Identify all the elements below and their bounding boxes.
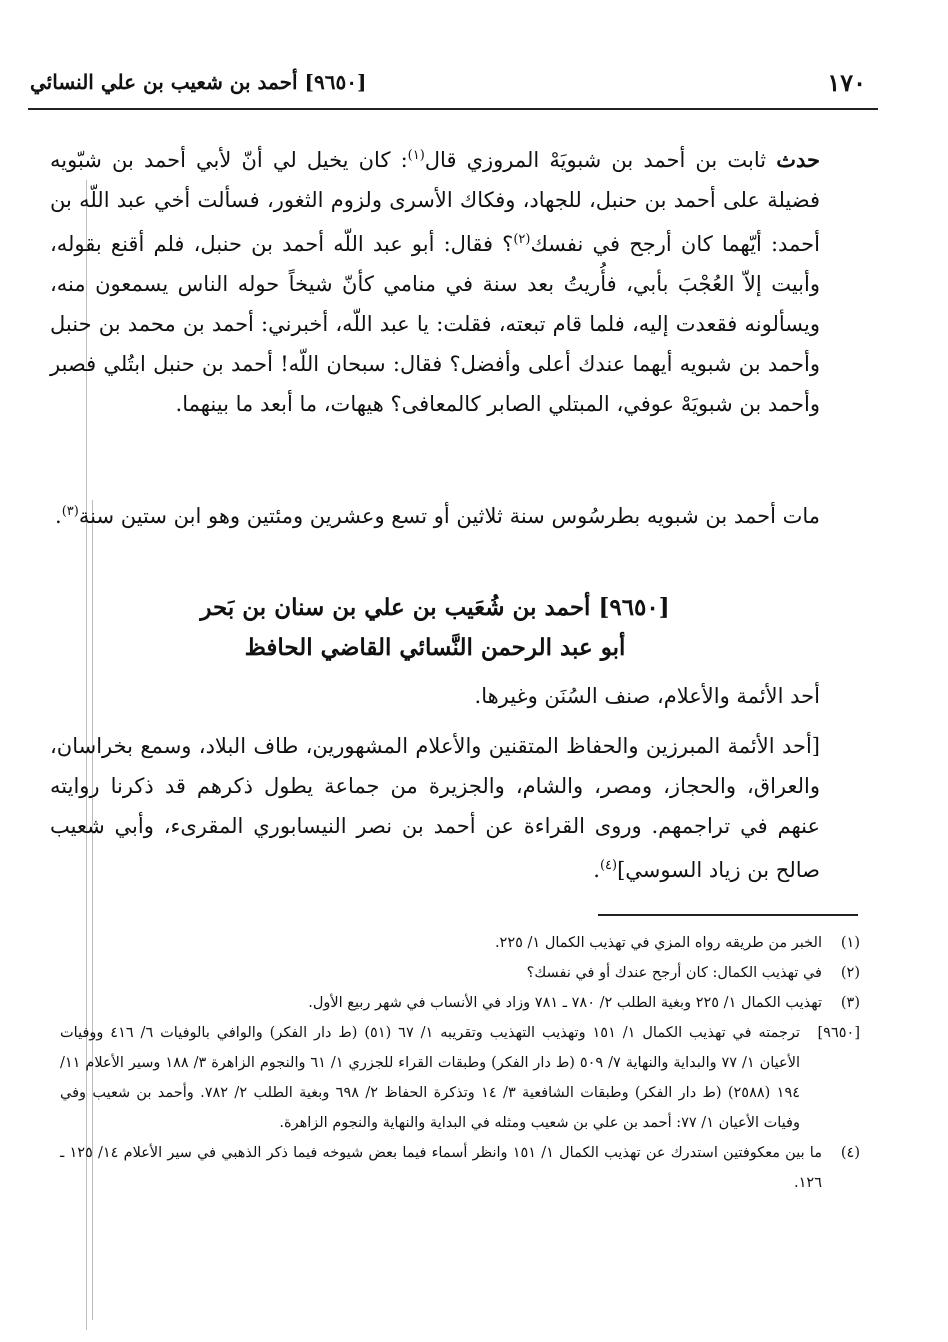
paragraph-text: : كان يخيل لي أنّ لأبي أحمد بن شبّويه فضيلة على أحمد بن حنبل، للجهاد، وفكاك الأسرى ولزوم الثغور، فسألت أخي عبد اللّه بن أحمد: أيّهما كان أرجح في نفسك bbox=[50, 148, 821, 256]
paragraph-text: أحد الأئمة والأعلام، صنف السُنَن وغيرها. bbox=[474, 684, 820, 708]
footnote-number: (٢) bbox=[840, 965, 860, 981]
running-header bbox=[28, 64, 878, 110]
paragraph-text: [أحد الأئمة المبرزين والحفاظ المتقنين والأعلام المشهورين، طاف البلاد، وسمع بخراسان، والعراق، والحجاز، ومصر، والشام، والجزيرة من جماعة يطول ذكرهم قد ذكرنا روايته عنهم في تراجمهم. وروى القراءة عن أحمد بن نصر النيسابوري المقرىء، وأبي شعيب صالح بن زياد السوسي] bbox=[50, 734, 820, 882]
running-title: [٩٦٥٠] أحمد بن شعيب بن علي النسائي bbox=[30, 70, 367, 94]
footnote-text: تهذيب الكمال ١/ ٢٢٥ وبغية الطلب ٢/ ٧٨٠ ـ ٧٨١ وزاد في الأنساب في شهر ربيع الأول. bbox=[308, 995, 822, 1011]
entry-heading bbox=[50, 588, 820, 668]
paragraph-end: . bbox=[55, 504, 62, 528]
paragraph-narration bbox=[50, 136, 820, 424]
footnote-item bbox=[60, 1018, 860, 1138]
footnote-ref: (٤) bbox=[599, 858, 618, 873]
footnote-divider bbox=[598, 914, 858, 916]
paragraph-text: مات أحمد بن شبويه بطرسُوس سنة ثلاثين أو تسع وعشرين ومئتين وهو ابن ستين سنة bbox=[78, 504, 820, 528]
paragraph-biography bbox=[50, 726, 820, 890]
footnote-item bbox=[60, 1138, 860, 1198]
entry-heading-line: [٩٦٥٠] أحمد بن شُعَيب بن علي بن سنان بن بَحر bbox=[200, 594, 670, 621]
footnote-ref: (٣) bbox=[61, 504, 79, 519]
paragraph-text: ثابت بن أحمد بن شبويَهْ المروزي قال bbox=[424, 148, 777, 172]
footnote-number: (٣) bbox=[840, 995, 860, 1011]
paragraph-end: . bbox=[593, 858, 600, 882]
paragraph-death bbox=[50, 492, 820, 536]
footnote-item bbox=[60, 928, 860, 958]
entry-heading-line: أبو عبد الرحمن النَّسائي القاضي الحافظ bbox=[244, 634, 626, 661]
paragraph-text: ؟ فقال: أبو عبد اللّه أحمد بن حنبل، فلم أقنع بقوله، وأبيت إلاّ العُجْبَ بأبي، فأُريتُ بعد سنة في منامي كأنّ شيخاً حوله الناس يسمعون منه، ويسألونه فقعدت إليه، فلما قام تبعته، فقلت: يا عبد اللّه، أخبرني: أحمد بن محمد بن حنبل وأحمد بن شبويه أيهما عندك أعلى وأفضل؟ فقال: سبحان اللّه! أحمد بن حنبل ابتُلي فصبر وأحمد بن شبويَهْ عوفي، المبتلي الصابر كالمعافى؟ هيهات، ما أبعد ما بينهما. bbox=[50, 232, 820, 416]
paragraph-summary bbox=[50, 676, 820, 716]
footnote-number: (١) bbox=[840, 935, 860, 951]
footnote-number: [٩٦٥٠] bbox=[817, 1025, 860, 1041]
footnote-item bbox=[60, 958, 860, 988]
footnote-text: ما بين معكوفتين استدرك عن تهذيب الكمال ١/ ١٥١ وانظر أسماء فيما بعض شيوخه فيما ذكر الذهبي في سير الأعلام ١٤/ ١٢٥ ـ ١٢٦. bbox=[60, 1145, 822, 1191]
lead-word: حدث bbox=[776, 147, 820, 172]
page-number: ١٧٠ bbox=[827, 68, 866, 97]
footnote-text: في تهذيب الكمال: كان أرجح عندك أو في نفسك؟ bbox=[526, 965, 822, 981]
footnote-ref: (١) bbox=[407, 148, 425, 163]
footnote-item bbox=[60, 988, 860, 1018]
footnote-number: (٤) bbox=[840, 1145, 860, 1161]
footnote-text: ترجمته في تهذيب الكمال ١/ ١٥١ وتهذيب التهذيب وتقريبه ١/ ٦٧ (٥١) (ط دار الفكر) والوافي بالوفيات ٦/ ٤١٦ ووفيات الأعيان ١/ ٧٧ والبداية والنهاية ٧/ ٥٠٩ (ط دار الفكر) وطبقات القراء للجزري ١/ ٦١ والنجوم الزاهرة ٣/ ١٨٨ وسير الأعلام ١١/ ١٩٤ (٢٥٨٨) (ط دار الفكر) وطبقات الشافعية ٣/ ١٤ وتذكرة الحفاظ ٢/ ٦٩٨ وبغية الطلب ٢/ ٧٨٢. وأحمد بن شعيب وفي وفيات الأعيان ١/ ٧٧: أحمد بن علي بن شعيب ومثله في البداية والنهاية والنجوم الزاهرة. bbox=[60, 1025, 801, 1131]
footnotes bbox=[60, 928, 860, 1198]
footnote-ref: (٢) bbox=[513, 232, 531, 247]
footnote-text: الخبر من طريقه رواه المزي في تهذيب الكمال ١/ ٢٢٥. bbox=[494, 935, 822, 951]
